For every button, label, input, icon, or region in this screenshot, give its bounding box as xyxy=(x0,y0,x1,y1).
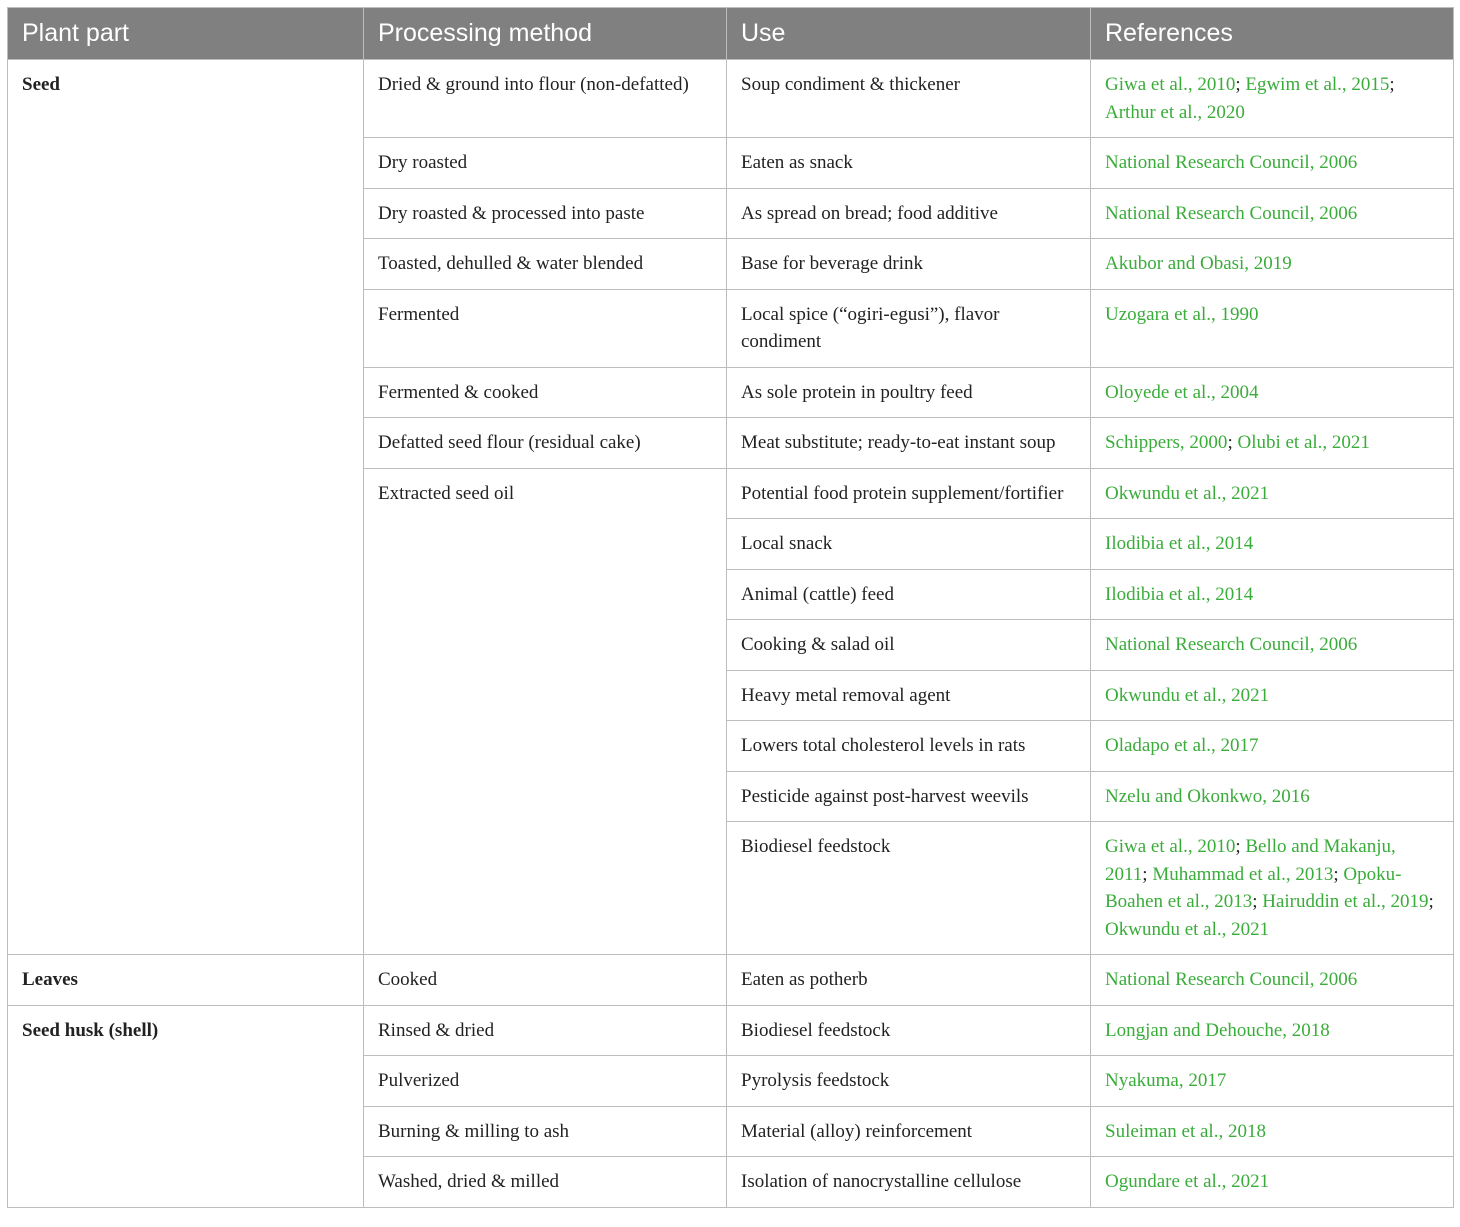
reference-link[interactable]: National Research Council, 2006 xyxy=(1105,969,1358,990)
processing-method-cell: Toasted, dehulled & water blended xyxy=(364,239,727,290)
references-cell xyxy=(1091,188,1454,239)
references-cell xyxy=(1091,955,1454,1006)
references-cell xyxy=(1091,519,1454,570)
reference-separator: ; xyxy=(1227,432,1233,453)
reference-link[interactable]: Giwa et al., 2010 xyxy=(1105,836,1236,857)
use-cell: Soup condiment & thickener xyxy=(727,60,1091,138)
references-cell xyxy=(1091,670,1454,721)
header-processing-method: Processing method xyxy=(364,8,727,60)
references-cell xyxy=(1091,569,1454,620)
use-cell: Material (alloy) reinforcement xyxy=(727,1106,1091,1157)
use-cell: Eaten as potherb xyxy=(727,955,1091,1006)
reference-link[interactable]: Muhammad et al., 2013 xyxy=(1152,863,1334,885)
references-cell xyxy=(1091,367,1454,418)
use-cell: Cooking & salad oil xyxy=(727,620,1091,671)
use-cell: Biodiesel feedstock xyxy=(727,1005,1091,1056)
header-references: References xyxy=(1091,8,1454,60)
processing-method-cell: Dried & ground into flour (non-defatted) xyxy=(364,60,727,138)
reference-link[interactable]: Nyakuma, 2017 xyxy=(1105,1070,1227,1091)
header-row xyxy=(8,8,1454,60)
processing-method-cell: Pulverized xyxy=(364,1056,727,1107)
reference-link[interactable]: National Research Council, 2006 xyxy=(1105,634,1358,655)
reference-link[interactable]: Bello and Makanju, 2011 xyxy=(1105,836,1396,885)
use-cell: As sole protein in poultry feed xyxy=(727,367,1091,418)
references-cell xyxy=(1091,1005,1454,1056)
reference-link[interactable]: Hairuddin et al., 2019 xyxy=(1262,891,1429,912)
reference-separator: ; xyxy=(1389,74,1395,95)
use-cell: Base for beverage drink xyxy=(727,239,1091,290)
use-cell: Meat substitute; ready-to-eat instant soup xyxy=(727,418,1091,469)
references-cell xyxy=(1091,1157,1454,1208)
reference-link[interactable]: Oloyede et al., 2004 xyxy=(1105,381,1259,403)
reference-separator: ; xyxy=(1235,74,1241,95)
table-body xyxy=(8,60,1454,1208)
use-cell: Potential food protein supplement/fortifier xyxy=(727,468,1091,519)
header-use: Use xyxy=(727,8,1091,60)
reference-link[interactable]: Arthur et al., 2020 xyxy=(1105,101,1245,123)
processing-method-cell: Dry roasted & processed into paste xyxy=(364,188,727,239)
use-cell: Animal (cattle) feed xyxy=(727,569,1091,620)
processing-method-cell: Defatted seed flour (residual cake) xyxy=(364,418,727,469)
reference-link[interactable]: Olubi et al., 2021 xyxy=(1237,432,1370,453)
reference-link[interactable]: Ogundare et al., 2021 xyxy=(1105,1171,1270,1192)
uses-table xyxy=(7,7,1454,1208)
table-row xyxy=(8,1005,1454,1056)
processing-method-cell: Cooked xyxy=(364,955,727,1006)
reference-separator: ; xyxy=(1142,863,1148,885)
reference-separator: ; xyxy=(1252,891,1258,912)
plant-part-cell: Seed husk (shell) xyxy=(8,1005,364,1207)
use-cell: As spread on bread; food additive xyxy=(727,188,1091,239)
reference-separator: ; xyxy=(1428,891,1434,912)
references-cell xyxy=(1091,468,1454,519)
reference-link[interactable]: Uzogara et al., 1990 xyxy=(1105,303,1259,325)
reference-separator: ; xyxy=(1333,863,1339,885)
reference-link[interactable]: Schippers, 2000 xyxy=(1105,432,1228,453)
reference-link[interactable]: National Research Council, 2006 xyxy=(1105,202,1358,224)
processing-method-cell: Fermented & cooked xyxy=(364,367,727,418)
reference-link[interactable]: Egwim et al., 2015 xyxy=(1245,74,1390,95)
use-cell: Pyrolysis feedstock xyxy=(727,1056,1091,1107)
references-cell xyxy=(1091,60,1454,138)
processing-method-cell: Rinsed & dried xyxy=(364,1005,727,1056)
reference-link[interactable]: Okwundu et al., 2021 xyxy=(1105,918,1270,940)
references-cell xyxy=(1091,1106,1454,1157)
reference-link[interactable]: National Research Council, 2006 xyxy=(1105,152,1358,173)
use-cell: Pesticide against post-harvest weevils xyxy=(727,771,1091,822)
references-cell xyxy=(1091,822,1454,955)
reference-link[interactable]: Ilodibia et al., 2014 xyxy=(1105,583,1254,605)
reference-separator: ; xyxy=(1235,836,1241,857)
processing-method-cell: Extracted seed oil xyxy=(364,468,727,955)
table-row xyxy=(8,955,1454,1006)
references-cell xyxy=(1091,1056,1454,1107)
use-cell: Isolation of nanocrystalline cellulose xyxy=(727,1157,1091,1208)
header-plant-part: Plant part xyxy=(8,8,364,60)
reference-link[interactable]: Okwundu et al., 2021 xyxy=(1105,684,1270,706)
processing-method-cell: Dry roasted xyxy=(364,138,727,189)
plant-part-cell: Seed xyxy=(8,60,364,955)
references-cell xyxy=(1091,620,1454,671)
references-cell xyxy=(1091,418,1454,469)
processing-method-cell: Washed, dried & milled xyxy=(364,1157,727,1208)
reference-link[interactable]: Oladapo et al., 2017 xyxy=(1105,735,1259,756)
references-cell xyxy=(1091,289,1454,367)
use-cell: Local snack xyxy=(727,519,1091,570)
reference-link[interactable]: Akubor and Obasi, 2019 xyxy=(1105,253,1292,274)
references-cell xyxy=(1091,239,1454,290)
use-cell: Local spice (“ogiri-egusi”), flavor condiment xyxy=(727,289,1091,367)
reference-link[interactable]: Opoku-Boahen et al., 2013 xyxy=(1105,863,1402,912)
references-cell xyxy=(1091,721,1454,772)
reference-link[interactable]: Nzelu and Okonkwo, 2016 xyxy=(1105,785,1310,807)
use-cell: Biodiesel feedstock xyxy=(727,822,1091,955)
reference-link[interactable]: Giwa et al., 2010 xyxy=(1105,74,1236,95)
reference-link[interactable]: Okwundu et al., 2021 xyxy=(1105,482,1270,504)
use-cell: Heavy metal removal agent xyxy=(727,670,1091,721)
references-cell xyxy=(1091,138,1454,189)
reference-link[interactable]: Ilodibia et al., 2014 xyxy=(1105,533,1254,554)
processing-method-cell: Burning & milling to ash xyxy=(364,1106,727,1157)
reference-link[interactable]: Longjan and Dehouche, 2018 xyxy=(1105,1019,1330,1041)
processing-method-cell: Fermented xyxy=(364,289,727,367)
reference-link[interactable]: Suleiman et al., 2018 xyxy=(1105,1120,1266,1142)
use-cell: Lowers total cholesterol levels in rats xyxy=(727,721,1091,772)
references-cell xyxy=(1091,771,1454,822)
use-cell: Eaten as snack xyxy=(727,138,1091,189)
plant-part-cell: Leaves xyxy=(8,955,364,1006)
table-row xyxy=(8,60,1454,138)
